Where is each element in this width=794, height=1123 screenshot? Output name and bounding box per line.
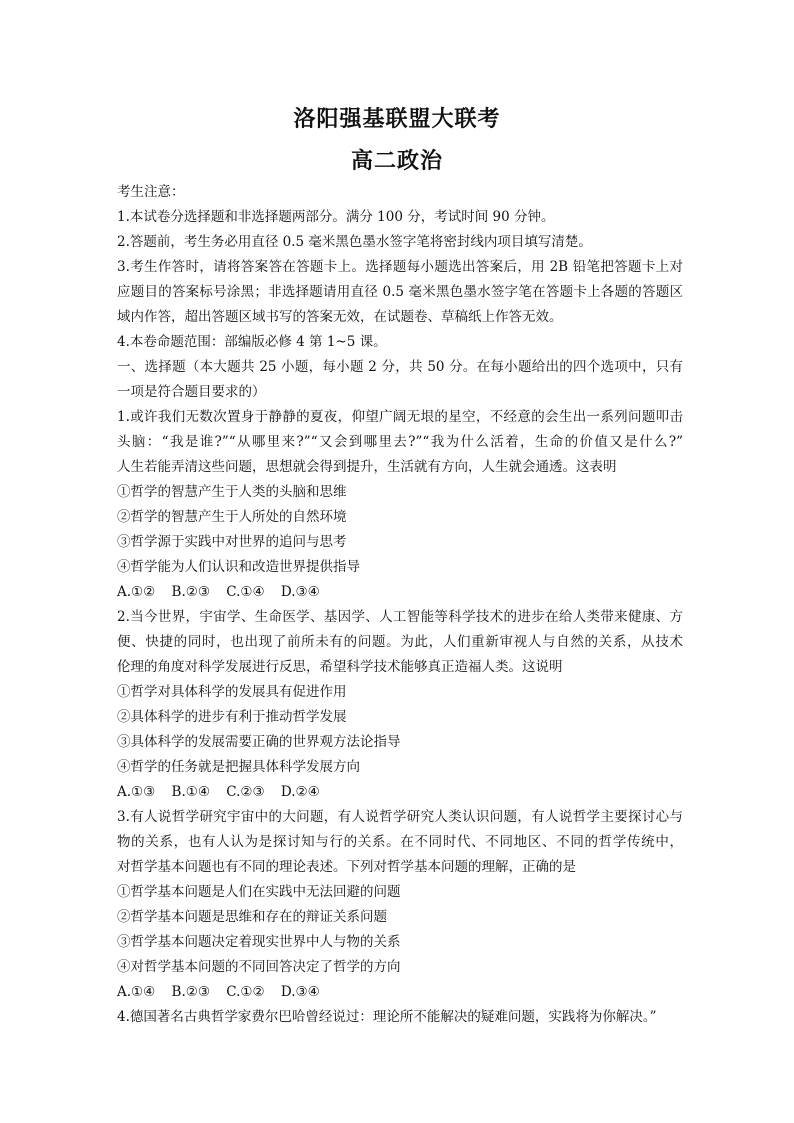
exam-title: 洛阳强基联盟大联考: [293, 106, 501, 132]
section-heading: [117, 355, 683, 405]
question-stem-line: 头脑：“我是谁?”“从哪里来?”“又会到哪里去?”“我为什么活着，生命的价值又是什么?”: [117, 434, 683, 450]
question-option: ③哲学源于实践中对世界的追问与思考: [117, 534, 347, 550]
answer-choice-b: B.①④: [171, 784, 210, 800]
question-3-stem: [117, 805, 683, 880]
question-stem-line: 1.或许我们无数次置身于静静的夏夜，仰望广阔无垠的星空，不经意的会生出一系列问题叩击: [117, 409, 683, 425]
answer-choice-c: C.①④: [226, 584, 265, 600]
answer-choice-a: A.①②: [117, 584, 156, 600]
notice-item-line: 应题目的答案标号涂黑；非选择题请用直径 0.5 毫米黑色墨水签字笔在答题卡上各题的答题区: [117, 284, 683, 300]
question-stem-line: 3.有人说哲学研究宇宙中的大问题，有人说哲学研究人类认识问题，有人说哲学主要探讨心与: [117, 809, 683, 825]
question-stem-line: 伦理的角度对科学发展进行反思，希望科学技术能够真正造福人类。这说明: [117, 659, 563, 675]
question-1-answers: [117, 580, 683, 605]
question-stem-line: 便、快捷的同时，也出现了前所未有的问题。为此，人们重新审视人与自然的关系，从技术: [117, 634, 683, 650]
question-2-answers: [117, 780, 683, 805]
question-option: ④对哲学基本问题的不同回答决定了哲学的方向: [117, 959, 401, 975]
question-option: ②哲学的智慧产生于人所处的自然环境: [117, 509, 347, 525]
exam-subject: 高二政治: [350, 148, 443, 174]
answer-choice-b: B.②③: [171, 584, 210, 600]
question-4-stem: 4.德国著名古典哲学家费尔巴哈曾经说过：理论所不能解决的疑难问题，实践将为你解决。”: [117, 1009, 657, 1025]
section-heading-line: 一、选择题（本大题共 25 小题，每小题 2 分，共 50 分。在每小题给出的四个选项中，只有: [117, 359, 683, 375]
answer-choice-c: C.①②: [226, 984, 265, 1000]
notice-item: [117, 255, 683, 330]
question-2-stem: [117, 605, 683, 680]
question-1-stem: [117, 405, 683, 480]
answer-choice-d: D.③④: [280, 984, 320, 1000]
answer-choice-d: D.③④: [280, 584, 320, 600]
answer-choice-a: A.①③: [117, 784, 156, 800]
question-option: ③具体科学的发展需要正确的世界观方法论指导: [117, 734, 401, 750]
question-option: ①哲学对具体科学的发展具有促进作用: [117, 684, 347, 700]
question-option: ①哲学的智慧产生于人类的头脑和思维: [117, 484, 347, 500]
notice-item: 2.答题前，考生务必用直径 0.5 毫米黑色墨水签字笔将密封线内项目填写清楚。: [117, 234, 592, 250]
question-stem-line: 对哲学基本问题也有不同的理论表述。下列对哲学基本问题的理解，正确的是: [117, 859, 576, 875]
question-option: ①哲学基本问题是人们在实践中无法回避的问题: [117, 884, 401, 900]
answer-choice-b: B.②③: [171, 984, 210, 1000]
question-stem-line: 2.当今世界，宇宙学、生命医学、基因学、人工智能等科学技术的进步在给人类带来健康、方: [117, 609, 683, 625]
question-option: ②哲学基本问题是思维和存在的辩证关系问题: [117, 909, 387, 925]
question-stem-line: 人生若能弄清这些问题，思想就会得到提升，生活就有方向，人生就会通透。这表明: [117, 459, 617, 475]
question-option: ②具体科学的进步有利于推动哲学发展: [117, 709, 347, 725]
question-option: ④哲学的任务就是把握具体科学发展方向: [117, 759, 360, 775]
notice-item-line: 域内作答，超出答题区域书写的答案无效，在试题卷、草稿纸上作答无效。: [117, 309, 563, 325]
question-option: ④哲学能为人们认识和改造世界提供指导: [117, 559, 360, 575]
answer-choice-a: A.①④: [117, 984, 156, 1000]
exam-body: [117, 180, 683, 1030]
answer-choice-c: C.②③: [226, 784, 265, 800]
notice-heading: 考生注意：: [117, 184, 185, 200]
notice-item: 4.本卷命题范围：部编版必修 4 第 1~5 课。: [117, 334, 387, 350]
question-option: ③哲学基本问题决定着现实世界中人与物的关系: [117, 934, 401, 950]
question-3-answers: [117, 980, 683, 1005]
notice-item: 1.本试卷分选择题和非选择题两部分。满分 100 分，考试时间 90 分钟。: [117, 209, 555, 225]
question-stem-line: 物的关系，也有人认为是探讨知与行的关系。在不同时代、不同地区、不同的哲学传统中，: [117, 834, 683, 850]
notice-item-line: 3.考生作答时，请将答案答在答题卡上。选择题每小题选出答案后，用 2B 铅笔把答题卡上对: [117, 259, 683, 275]
section-heading-line: 一项是符合题目要求的）: [117, 384, 266, 400]
answer-choice-d: D.②④: [280, 784, 320, 800]
